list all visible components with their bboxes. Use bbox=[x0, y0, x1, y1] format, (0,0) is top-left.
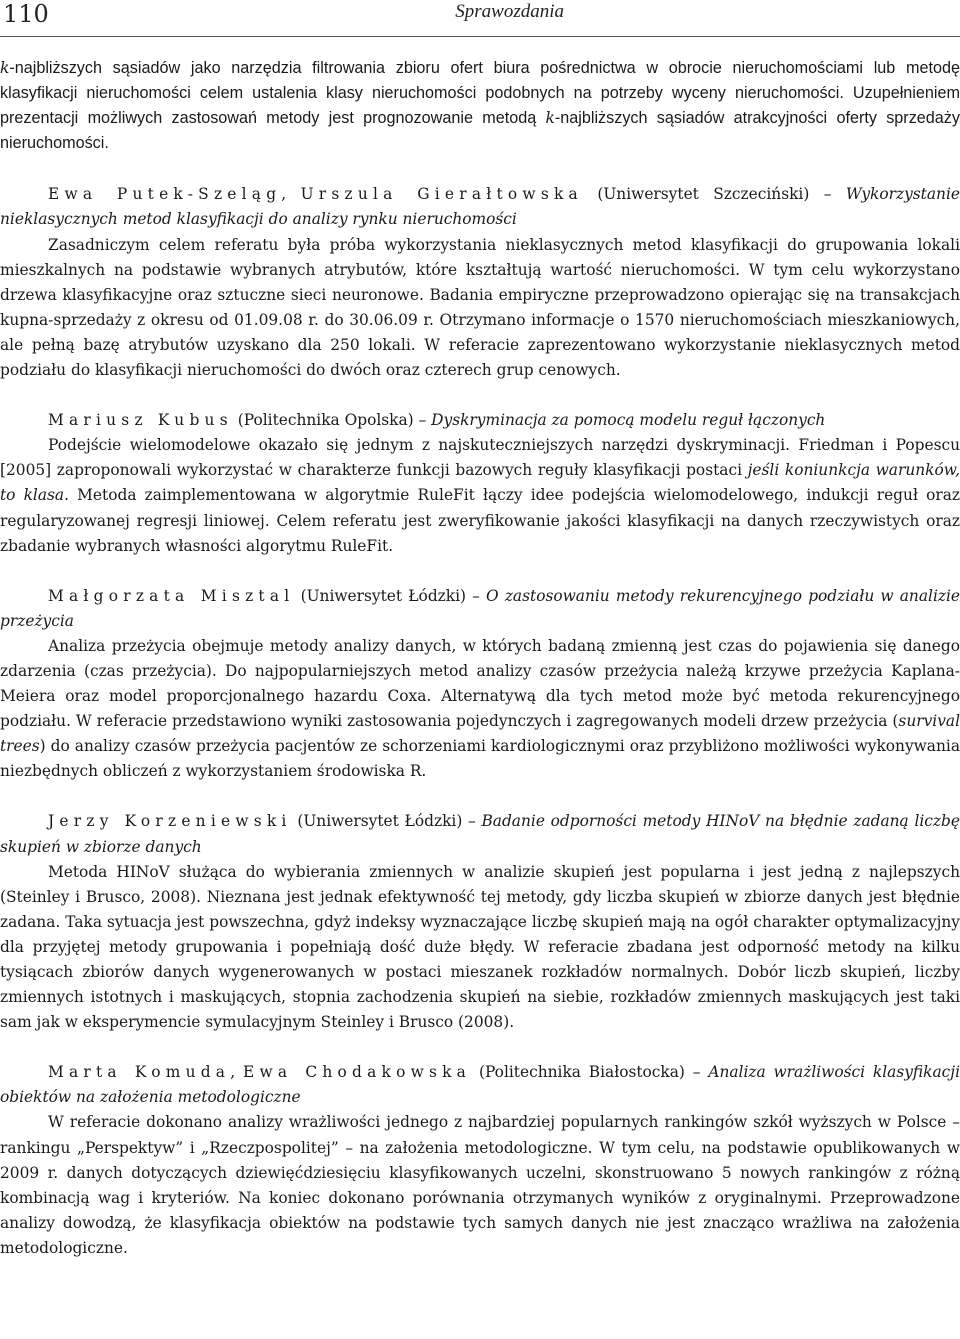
page-header bbox=[0, 0, 960, 36]
author-name: Marta Komuda bbox=[48, 1063, 231, 1082]
page-content bbox=[0, 56, 960, 1261]
abstract-body-text: Podejście wielomodelowe okazało się jednym z najskuteczniejszych narzędzi dyskryminacji. Friedman i Popescu [2005] zaproponowali wykorzystać w charakterze funkcji bazowych reguły klasyfikacji postaci bbox=[0, 436, 960, 480]
page-number: 110 bbox=[3, 0, 49, 28]
abstract-body: Metoda HINoV służąca do wybierania zmiennych w analizie skupień jest popularna i jest jedną z najlepszych (Steinley i Brusco, 2008). Nieznana jest jednak efektywność tej metody, gdy liczba skupień w zbiorze danych jest błędnie zadana. Taka sytuacja jest powszechna, gdyż indeksy wyznaczające liczbę skupień mają na ogół charakter optymalizacyjny dla przyjętej metody grupowania i popełniają dość duże błędy. W referacie zbadana jest odporność metody na kilku tysiącach zbiorów danych wygenerowanych w postaci mieszanek rozkładów normalnych. Dobór liczb skupień, liczby zmiennych istotnych i maskujących, stopnia zachodzenia skupień na siebie, rozkładów zmiennych maskujących jest taki sam jak w eksperymencie symulacyjnym Steinley i Brusco (2008). bbox=[0, 862, 960, 1032]
abstract-heading bbox=[0, 809, 960, 859]
abstract-body-text: ) do analizy czasów przeżycia pacjentów ze schorzeniami kardiologicznymi oraz przybliżono możliwości wykonywania niezbędnych obliczeń z wykorzystaniem środowiska R. bbox=[0, 737, 960, 781]
intro-paragraph bbox=[0, 56, 960, 156]
author-separator: , bbox=[230, 1063, 243, 1082]
abstract-body bbox=[0, 634, 960, 785]
running-title: Sprawozdania bbox=[455, 1, 564, 22]
abstract-heading bbox=[0, 182, 960, 232]
abstract-heading bbox=[0, 408, 960, 433]
abstract-heading bbox=[0, 1060, 960, 1110]
abstract-heading bbox=[0, 584, 960, 634]
abstract-entry bbox=[0, 584, 960, 785]
affiliation: (Uniwersytet Szczeciński) – bbox=[582, 185, 846, 204]
abstract-body-italic: survival trees bbox=[0, 712, 960, 756]
abstract-body: Zasadniczym celem referatu była próba wykorzystania nieklasycznych metod klasyfikacji do grupowania lokali mieszkalnych na podstawie wybranych atrybutów, które kształtują wartość nieruchomości. W tym celu wykorzystano drzewa klasyfikacyjne oraz sztuczne sieci neuronowe. Badania empiryczne przeprowadzono opierając się na transakcjach kupna-sprzedaży z okresu od 01.09.08 r. do 30.06.09 r. Otrzymano informacje o 1570 nieruchomościach mieszkaniowych, ale pełną bazę atrybutów uzyskano dla 250 lokali. W referacie zaprezentowano wykorzystanie nieklasycznych metod podziału do klasyfikacji nieruchomości do dwóch oraz czterech grup cenowych. bbox=[0, 235, 960, 380]
header-rule bbox=[0, 36, 960, 37]
intro-k-italic-1: k bbox=[0, 59, 10, 77]
abstract-body-text: Metoda zaimplementowana w algorytmie RuleFit łączy idee podejścia wielomodelowego, indukcji reguł oraz regularyzowanej regresji liniowej. Celem referatu jest zweryfikowanie jakości klasyfikacji na danych rzeczywistych oraz zbadanie wybranych własności algorytmu RuleFit. bbox=[0, 486, 960, 555]
author-name: Mariusz Kubus bbox=[48, 411, 233, 430]
intro-text-2: -najbliższych sąsiadów atrakcyjności oferty sprzedaży nieruchomości. bbox=[0, 109, 960, 153]
abstract-entry bbox=[0, 408, 960, 559]
affiliation: (Uniwersytet Łódzki) – bbox=[291, 812, 482, 831]
abstract-entry bbox=[0, 1060, 960, 1261]
abstract-title: Dyskryminacja za pomocą modelu reguł łączonych bbox=[431, 411, 826, 430]
affiliation: (Uniwersytet Łódzki) – bbox=[294, 586, 487, 605]
abstract-body-italic: jeśli koniunkcja warunków, to klasa. bbox=[0, 461, 960, 505]
abstract-title: Badanie odporności metody HINoV na błędnie zadaną liczbę skupień w zbiorze danych bbox=[0, 812, 960, 856]
abstract-title: Analiza wrażliwości klasyfikacji obiektów na założenia metodologiczne bbox=[0, 1063, 960, 1107]
author-name: Małgorzata Misztal bbox=[48, 586, 295, 605]
intro-k-italic-2: k bbox=[545, 109, 555, 128]
abstract-body: W referacie dokonano analizy wrażliwości jednego z najbardziej popularnych rankingów szkół wyższych w Polsce – rankingu „Perspektyw” i „Rzeczpospolitej” – na założenia metodologiczne. W tym celu, na podstawie opublikowanych w 2009 r. danych dotyczących dziewięćdziesięciu klasyfikowanych uczelni, skonstruowano 5 nowych rankingów z różną kombinacją wag i kryteriów. Na koniec dokonano porównania otrzymanych wyników z oryginalnymi. Przeprowadzone analizy dowodzą, że klasyfikacja obiektów na podstawie tych samych danych nie jest znacząco wrażliwa na założenia metodologiczne. bbox=[0, 1113, 960, 1257]
affiliation: (Politechnika Białostocka) – bbox=[471, 1063, 709, 1082]
abstract-entry bbox=[0, 809, 960, 1035]
abstract-body-text: Analiza przeżycia obejmuje metody analizy danych, w których badaną zmienną jest czas do pojawienia się danego zdarzenia (czas przeżycia). Do najpopularniejszych metod analizy czasów przeżycia należą krzywe przeżycia Kaplana-Meiera oraz model proporcjonalnego hazardu Coxa. Alternatywą dla tych metod może być metoda rekurencyjnego podziału. W referacie przedstawiono wyniki zastosowania pojedynczych i zagregowanych modeli drzew przeżycia ( bbox=[0, 636, 960, 731]
author-name: Ewa Putek-Szeląg bbox=[48, 185, 282, 204]
abstract-title: Wykorzystanie nieklasycznych metod klasyfikacji do analizy rynku nieruchomości bbox=[0, 185, 960, 229]
abstract-entry bbox=[0, 182, 960, 383]
author-name: Urszula Gierałtowska bbox=[300, 185, 583, 204]
author-name: Ewa Chodakowska bbox=[242, 1063, 472, 1082]
abstract-body bbox=[0, 433, 960, 558]
author-name: Jerzy Korzeniewski bbox=[48, 812, 292, 831]
intro-text-1: -najbliższych sąsiadów jako narzędzia filtrowania zbioru ofert biura pośrednictwa w obrocie nieruchomościami lub metodę klasyfikacji nieruchomości celem ustalenia klasy nieruchomości podobnych na potrzeby wyceny nieruchomości. Uzupełnieniem prezentacji możliwych zastosowań metody jest prognozowanie metodą bbox=[0, 59, 960, 128]
abstract-title: O zastosowaniu metody rekurencyjnego podziału w analizie przeżycia bbox=[0, 586, 960, 630]
affiliation: (Politechnika Opolska) – bbox=[232, 411, 432, 430]
author-separator: , bbox=[281, 185, 301, 204]
